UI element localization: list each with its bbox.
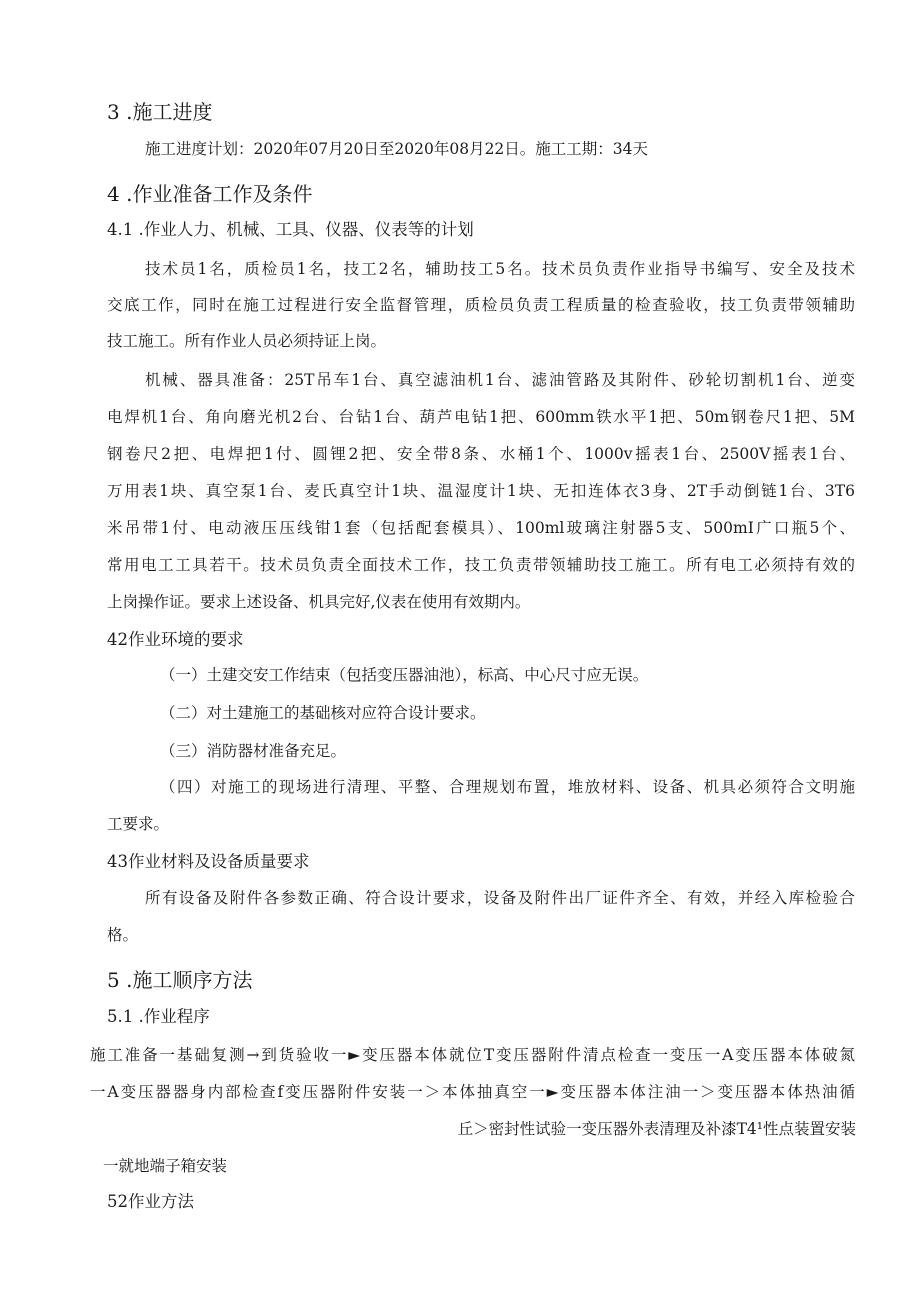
list-item: （一）土建交安工作结束（包括变压器油池），标高、中心尺寸应无误。: [160, 666, 649, 684]
flow-line: 施工准备一基础复测→到货验收一►变压器本体就位T变压器附件清点检查一变压一A变压器本体破氮: [90, 1046, 855, 1064]
section-4-3-heading: 43作业材料及设备质量要求: [107, 852, 310, 871]
section-4-1-heading: 4.1 .作业人力、机械、工具、仪器、仪表等的计划: [107, 220, 474, 239]
flow-line: 一A变压器器身内部检查f变压器附件安装一＞本体抽真空一►变压器本体注油一＞变压器本体热油循: [90, 1083, 855, 1101]
paragraph-line: 万用表1块、真空泵1台、麦氏真空计1块、温湿度计1块、无扣连体衣3身、2T手动倒链1台、3T6: [107, 482, 855, 500]
paragraph-line: 钢卷尺2把、电焊把1付、圆锂2把、安全带8条、水桶1个、1000v摇表1台、2500V摇表1台、: [107, 445, 855, 463]
section-4-heading: 4 .作业准备工作及条件: [107, 182, 313, 206]
section-5-2-heading: 52作业方法: [107, 1192, 194, 1211]
paragraph-line: 常用电工工具若干。技术员负责全面技术工作，技工负责带领辅助技工施工。所有电工必须持有效的: [107, 556, 855, 574]
list-item: （二）对土建施工的基础核对应符合设计要求。: [160, 704, 486, 722]
section-5-heading: 5 .施工顺序方法: [107, 968, 253, 992]
list-item: （四）对施工的现场进行清理、平整、合理规划布置，堆放材料、设备、机具必须符合文明施: [160, 778, 855, 796]
paragraph-line: 上岗操作证。要求上述设备、机具完好,仪表在使用有效期内。: [107, 593, 531, 611]
section-5-1-heading: 5.1 .作业程序: [107, 1007, 210, 1026]
section-3-text: 施工进度计划：2020年07月20日至2020年08月22日。施工工期：34天: [145, 140, 649, 158]
paragraph-line: 格。: [107, 926, 139, 944]
paragraph-line: 所有设备及附件各参数正确、符合设计要求，设备及附件出厂证件齐全、有效，并经入库检验合: [145, 889, 855, 907]
list-item: （三）消防器材准备充足。: [160, 742, 347, 760]
flow-line: 一就地端子箱安装: [103, 1157, 228, 1175]
section-3-heading: 3 .施工进度: [107, 100, 213, 124]
flow-line: 丘＞密封性试验一变压器外表清理及补漆T4¹性点装置安装: [457, 1120, 856, 1138]
paragraph-line: 技术员1名，质检员1名，技工2名，辅助技工5名。技术员负责作业指导书编写、安全及技术: [145, 260, 855, 278]
paragraph-line: 米吊带1付、电动液压压线钳1套（包括配套模具）、100ml玻璃注射器5支、500mI广口瓶5个、: [107, 519, 855, 537]
list-item-continuation: 工要求。: [107, 815, 170, 833]
paragraph-line: 机械、器具准备：25T吊车1台、真空滤油机1台、滤油管路及其附件、砂轮切割机1台、逆变: [145, 371, 855, 389]
paragraph-line: 电焊机1台、角向磨光机2台、台钻1台、葫芦电钻1把、600mm铁水平1把、50m钢卷尺1把、5M: [107, 408, 855, 426]
section-4-2-heading: 42作业环境的要求: [107, 630, 244, 649]
paragraph-line: 技工施工。所有作业人员必须持证上岗。: [107, 332, 387, 350]
paragraph-line: 交底工作，同时在施工过程进行安全监督管理，质检员负责工程质量的检查验收，技工负责带领辅助: [107, 296, 855, 314]
